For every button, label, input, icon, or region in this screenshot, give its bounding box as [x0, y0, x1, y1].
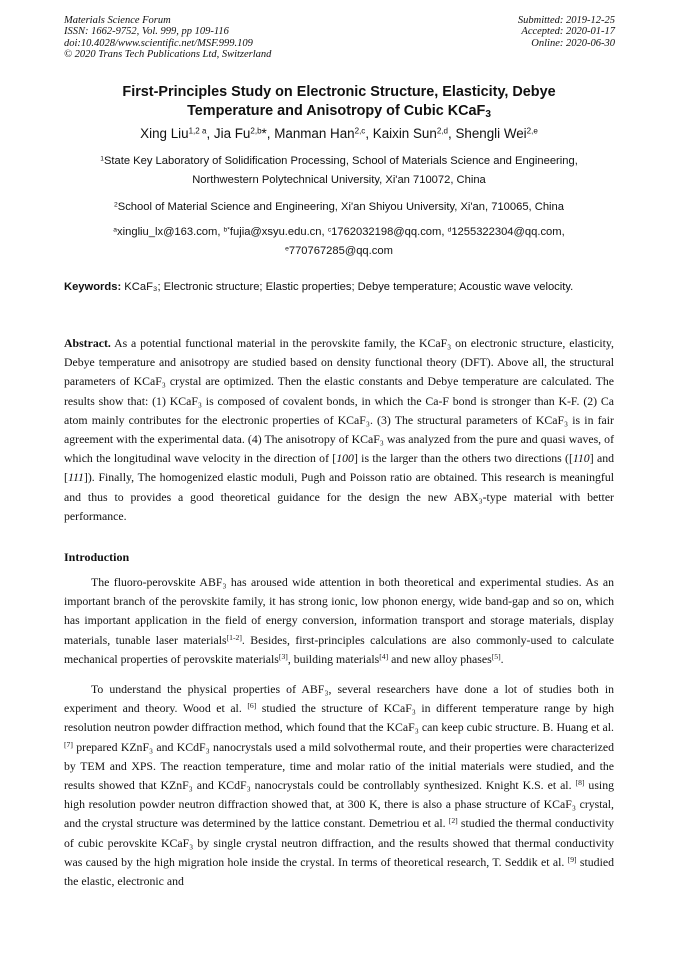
citation[interactable]: [3] — [278, 651, 288, 661]
keywords — [64, 278, 614, 297]
paper-title — [64, 83, 614, 121]
submission-dates — [518, 15, 615, 49]
title-line-1: First-Principles Study on Electronic Structure, Elasticity, Debye — [122, 84, 556, 100]
keywords-label: Keywords: — [64, 281, 122, 293]
author-list: Xing Liu$^{1,2 a}$, Jia Fu$^{2,b}$*, Manman Han$^{2,c}$, Kaixin Sun$^{2,d}$, Shengli Wei$^{2,e}$ — [140, 126, 538, 141]
journal-header — [64, 15, 271, 61]
citation[interactable]: [4] — [379, 651, 389, 661]
journal-name: Materials Science Forum — [64, 15, 171, 26]
citation[interactable]: [2] — [448, 816, 458, 826]
citation[interactable]: [9] — [567, 854, 577, 864]
citation[interactable]: [1-2] — [226, 632, 242, 642]
section-heading: Introduction — [64, 550, 130, 564]
abstract-label: Abstract. — [64, 336, 111, 350]
email-link[interactable]: fujia@xsyu.edu.cn, — [229, 226, 328, 238]
affiliation-2: $^2$School of Material Science and Engineering, Xi'an Shiyou University, Xi'an, 710065, China — [114, 201, 564, 213]
author: Shengli Wei$^{2,e}$ — [455, 126, 538, 141]
email-link[interactable]: 770767285@qq.com — [288, 245, 393, 257]
author: Kaixin Sun$^{2,d}$ — [372, 126, 448, 141]
submitted-date: Submitted: 2019-12-25 — [517, 15, 615, 26]
intro-paragraph-2: To understand the physical properties of ABF₃, several researchers have done a lot of studies both in experiment and theory. Wood et al. [6] studied the structure of KCaF₃ in different temperature range by high resolution neutron powder diffraction method, which found that the KCaF₃ can keep cubic structure. B. Huang et al. [7] prepared KZnF₃ and KCdF₃ nanocrystals used a mild solvothermal route, and their properties were characterized by TEM and XPS. The reaction temperature, time and molar ratio of the initial materials were studied, and the results showed that KZnF₃ and KCdF₃ nanocrystals could be controllably synthesized. Knight K.S. et al. [8] using high resolution powder neutron diffraction showed that, at 300 K, there is also a phase structure of KCaF₃ crystal, and the crystal structure was determined by the lattice constant. Demetriou et al. [2] studied the thermal conductivity of cubic perovskite KCaF₃ by single crystal neutron diffraction, and the results showed that thermal conductivity was caused by the high migration hole inside the crystal. In terms of theoretical research, T. Seddik et al. [9] studied the elastic, electronic and — [64, 682, 614, 889]
author-emails: $^a$xingliu_lx@163.com, $^{b*}$fujia@xsyu.edu.cn, $^c$1762032198@qq.com, $^d$1255322304@qq.com, $^e$770767285@qq.com — [113, 226, 565, 257]
affiliation-1: $^1$State Key Laboratory of Solidification Processing, School of Materials Science and Engineering, Northwestern Polytechnical University, Xi'an 710072, China — [100, 155, 578, 186]
accepted-date: Accepted: 2020-01-17 — [521, 26, 615, 38]
citation[interactable]: [6] — [247, 701, 257, 710]
email-link[interactable]: xingliu_lx@163.com, — [117, 226, 224, 238]
citation[interactable]: [5] — [491, 651, 501, 661]
author: Xing Liu$^{1,2 a}$ — [140, 126, 207, 141]
title-line-2: Temperature and Anisotropy of Cubic KCaF$_3$ — [187, 103, 491, 121]
intro-paragraph-1: The fluoro-perovskite ABF₃ has aroused wide attention in both theoretical and experimental studies. As an important branch of the perovskite family, it has strong ionic, low phonon energy, wide band-gap and so on, which has important application in the field of energy conversion, information transport and storage materials, display materials, tunable laser materials[1-2]. Besides, first-principles calculations are also commonly-used to calculate mechanical properties of perovskite materials[3], building materials[4] and new alloy phases[5]. — [64, 575, 614, 666]
keywords-text: KCaF₃; Electronic structure; Elastic properties; Debye temperature; Acoustic wave velocity. — [121, 281, 574, 293]
online-date: Online: 2020-06-30 — [531, 37, 615, 49]
author: Manman Han$^{2,c}$ — [274, 126, 366, 141]
journal-doi: doi:10.4028/www.scientific.net/MSF.999.109 — [64, 37, 253, 49]
author: Jia Fu$^{2,b}$* — [213, 126, 267, 141]
citation[interactable]: [7] — [64, 739, 73, 749]
journal-copyright: © 2020 Trans Tech Publications Ltd, Switzerland — [64, 49, 272, 61]
email-link[interactable]: 1762032198@qq.com, — [331, 226, 448, 238]
journal-issn: ISSN: 1662-9752, Vol. 999, pp 109-116 — [64, 26, 229, 38]
abstract: Abstract. As a potential functional material in the perovskite family, the KCaF₃ on electronic structure, elasticity, Debye temperature and anisotropy are studied based on density functional theory (DFT). Above all, the structural parameters of KCaF₃ crystal are optimized. Then the elastic constants and Debye temperature are calculated. The results show that: (1) KCaF₃ is composed of covalent bonds, in which the Ca-F bond is stronger than K-F. (2) Ca atom mainly contributes for the electronic properties of KCaF₃. (3) The structural parameters of KCaF₃ is in fair agreement with the experimental data. (4) The anisotropy of KCaF₃ was analyzed from the pure and quasi waves, of which the longitudinal wave velocity in the direction of [100] is the larger than the others two directions ([110] and [111]). Finally, The homogenized elastic moduli, Pugh and Poisson ratio are obtained. This research is meaningful and thus to provides a good theoretical guidance for the design the new ABX₃-type material with better performance. — [64, 336, 614, 523]
email-link[interactable]: 1255322304@qq.com, — [451, 226, 565, 238]
citation[interactable]: [8] — [575, 777, 585, 787]
